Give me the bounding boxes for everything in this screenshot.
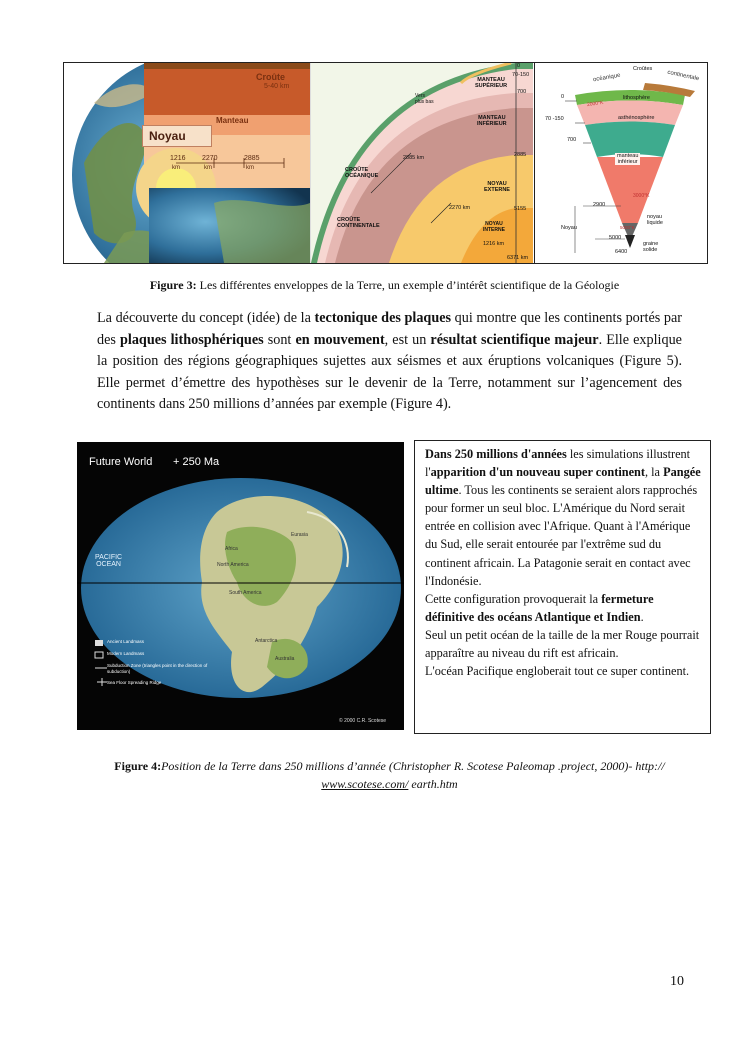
future-supercontinent-box (414, 440, 711, 734)
figure-3-caption (63, 278, 706, 293)
oceanic-label: océanique (592, 72, 622, 84)
radius-outer-core: 2270 (202, 155, 218, 162)
crust-label: Croûte (256, 72, 285, 82)
solid-seed-label: graine solide (643, 241, 659, 253)
sidebox-paragraph-3: Seul un petit océan de la taille de la mer Rouge pourrait apparaître au niveau du rift est africain. (425, 627, 700, 661)
plate-tectonics-paragraph: La découverte du concept (idée) de la tectonique des plaques qui montre que les continents portés par des plaques lithosphériques sont en mouvement, est un résultat scientifique majeur. Elle explique la position des régions géographiques sujettes aux séismes et aux éruptions volcaniques (Figure 5). Elle permet d’émettre des hypothèses sur le devenir de la Terre, notamment sur l’agencement des continents dans 250 millions d’années par exemple (Figure 4). (97, 310, 682, 413)
scotese-link[interactable]: www.scotese.com/ (321, 777, 409, 791)
radius-mantle: 2885 (244, 155, 260, 162)
depth-label: 2900 (593, 202, 606, 208)
radius-mantle-unit: km (246, 165, 254, 171)
depth-tick: 700 (517, 89, 527, 95)
legend-spreading-ridge: Sea Floor Spreading Ridge (107, 680, 162, 685)
asthenosphere-label: asthénosphère (618, 115, 655, 121)
future-world-map-illustration (77, 442, 404, 730)
legend-ancient-landmass: Ancient Landmass (107, 639, 145, 644)
toward-deeper-label: Vers plus bas (415, 93, 434, 105)
earth-cutaway-illustration (64, 63, 310, 263)
map-age: + 250 Ma (173, 456, 220, 468)
liquid-core-label: noyau liquide (647, 214, 663, 226)
figure-3-text: Les différentes enveloppes de la Terre, un exemple d’intérêt scientifique de la Géologie (196, 278, 620, 292)
continent-label: Eurasia (291, 532, 308, 538)
oceanic-crust-label: CROÛTE OCÉANIQUE (345, 167, 379, 179)
core-label: Noyau (142, 125, 212, 147)
earth-cutaway-panel (64, 63, 310, 263)
depth-tick: 2885 (514, 152, 527, 158)
future-world-map (77, 442, 404, 730)
radius-inner-core: 1216 (170, 155, 186, 162)
figure-4-caption (97, 757, 682, 793)
lithosphere-label: lithosphère (623, 95, 650, 101)
figure-3 (63, 62, 708, 264)
legend-modern-landmass: Modern Landmass (107, 651, 145, 656)
map-copyright: © 2000 C.R. Scotese (339, 718, 387, 724)
depth-label: 5000 (609, 235, 622, 241)
sidebox-paragraph-4: L'océan Pacifique engloberait tout ce super continent. (425, 664, 690, 679)
outer-core-label: NOYAU EXTERNE (484, 181, 510, 193)
figure-4-label: Figure 4: (114, 759, 162, 773)
earth-layers-section-panel (310, 63, 533, 263)
depth-tick: 70-150 (512, 72, 530, 78)
depth-label: 0 (561, 94, 565, 100)
figure-4-text-end: earth.htm (408, 777, 458, 791)
depth-label: 700 (567, 137, 577, 143)
pacific-ocean-label: PACIFIC OCEAN (95, 554, 123, 568)
core-label: Noyau (561, 225, 577, 231)
continent-label: Australia (275, 656, 295, 662)
distance-label: 1216 km (483, 241, 505, 247)
radius-inner-core-unit: km (172, 165, 180, 171)
depth-tick: 5155 (514, 206, 527, 212)
depth-tick: 0 (517, 63, 521, 69)
lower-mantle-label: manteau inférieur (617, 153, 639, 165)
figure-3-label: Figure 3: (149, 278, 197, 292)
temperature-label: 5000°K (620, 225, 635, 230)
temperature-label: 2000°K (586, 99, 604, 109)
sidebox-paragraph-2: Cette configuration provoquerait la fermeture définitive des océans Atlantique et Indien. (425, 591, 654, 624)
distance-label: 2885 km (403, 155, 425, 161)
legend-subduction-zone: Subduction Zone (triangles point in the direction of subduction) (107, 663, 208, 674)
mantle-label: Manteau (216, 116, 249, 125)
upper-mantle-label: MANTEAU SUPÉRIEUR (475, 77, 508, 89)
map-title: Future World (89, 456, 153, 468)
earth-cone-panel (534, 63, 708, 263)
radius-outer-core-unit: km (204, 165, 212, 171)
depth-label: 6400 (615, 249, 628, 255)
depth-label: 70 -150 (545, 116, 564, 122)
lower-mantle-label: MANTEAU INFÉRIEUR (477, 115, 507, 127)
crust-depth: 5-40 km (264, 83, 290, 90)
page-number: 10 (670, 974, 684, 989)
continental-crust-label: CROÛTE CONTINENTALE (337, 217, 380, 229)
continent-label: North America (217, 562, 249, 568)
figure-4-text: Position de la Terre dans 250 millions d’année (Christopher R. Scotese Paleomap .project, 2000)- http:// (161, 759, 665, 773)
inner-core-label: NOYAU INTERNE (483, 221, 505, 233)
continental-label: continentale (666, 69, 700, 83)
sidebox-paragraph-1: Dans 250 millions d'années les simulations illustrent l'apparition d'un nouveau super continent, la Pangée ultime. Tous les continents se seraient alors rapprochés pour former un seul bloc. L'Amérique du Nord serait entrée en collision avec l'Afrique. Quant à l'Amérique du Sud, elle serait entourée par l'extrême sud du continent africain. La Patagonie serait en contact avec l'Indonésie. (425, 447, 701, 588)
continent-label: South America (229, 590, 262, 596)
distance-label: 2270 km (449, 205, 471, 211)
depth-tick: 6371 km (507, 255, 529, 261)
continent-label: Africa (225, 546, 238, 552)
temperature-label: 3000°K (633, 193, 650, 199)
continent-label: Antarctica (255, 638, 278, 644)
crusts-label: Croûtes (633, 66, 653, 72)
